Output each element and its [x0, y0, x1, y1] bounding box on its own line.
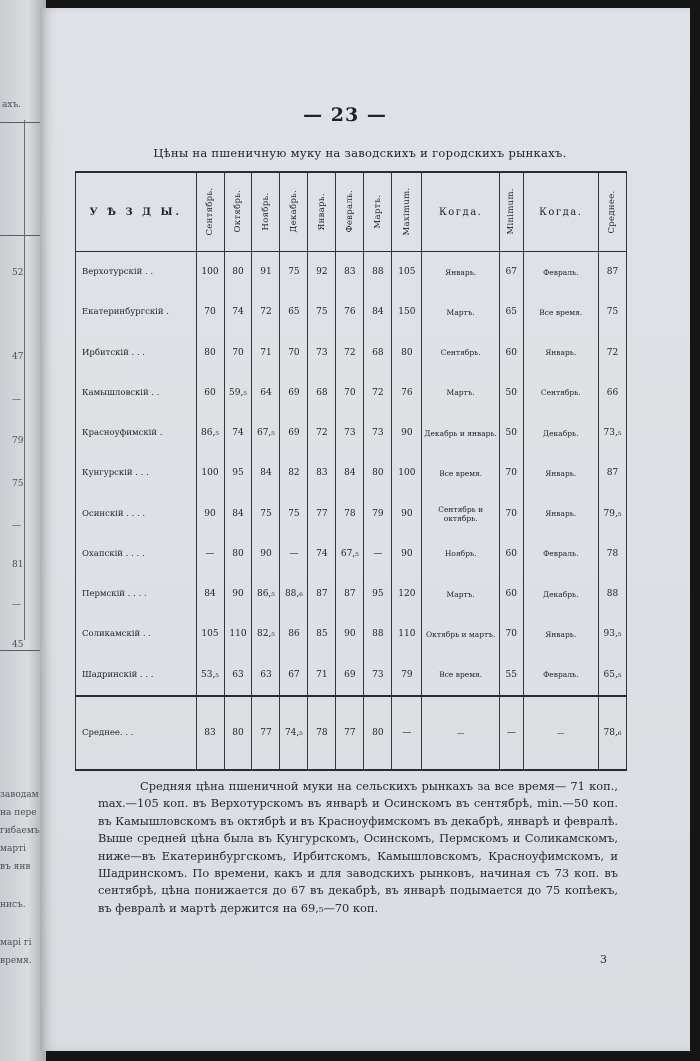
prev-page-fragment: марті — [0, 844, 26, 854]
min-cell: 70 — [499, 614, 523, 654]
average-cell: 66 — [598, 373, 626, 413]
prev-page-fragment: на пере — [0, 808, 37, 818]
month-price-cell: 80 — [364, 453, 392, 493]
when-max-cell: Сентябрь. — [422, 333, 499, 373]
max-cell: 90 — [392, 494, 422, 534]
min-cell: 50 — [499, 413, 523, 453]
when-max-cell: Октябрь и мартъ. — [422, 614, 499, 654]
prev-page-fragment: 47 — [12, 352, 24, 362]
when-max-cell: Все время. — [422, 655, 499, 696]
month-price-cell: 68 — [308, 373, 336, 413]
max-cell: 90 — [392, 534, 422, 574]
prev-page-fragment: 45 — [12, 640, 24, 650]
max-cell: — — [392, 696, 422, 770]
month-price-cell: — — [280, 534, 308, 574]
month-price-cell: 88,₆ — [280, 574, 308, 614]
uezd-name-cell: Красноуфимскій . — [76, 413, 197, 453]
month-price-cell: 70 — [196, 292, 224, 332]
month-price-cell: 77 — [308, 494, 336, 534]
month-price-cell: 86,₅ — [196, 413, 224, 453]
when-min-cell: Все время. — [523, 292, 598, 332]
month-price-cell: 86 — [280, 614, 308, 654]
min-cell: 50 — [499, 373, 523, 413]
month-price-cell: — — [196, 534, 224, 574]
month-price-cell: 87 — [336, 574, 364, 614]
average-cell: 75 — [598, 292, 626, 332]
month-price-cell: 80 — [364, 696, 392, 770]
max-cell: 80 — [392, 333, 422, 373]
average-cell: 79,₅ — [598, 494, 626, 534]
min-cell: 70 — [499, 453, 523, 493]
month-price-cell: 71 — [308, 655, 336, 696]
month-price-cell: 110 — [224, 614, 252, 654]
month-price-cell: 100 — [196, 453, 224, 493]
average-cell: 88 — [598, 574, 626, 614]
max-cell: 76 — [392, 373, 422, 413]
month-price-cell: 63 — [252, 655, 280, 696]
month-price-cell: 92 — [308, 252, 336, 293]
month-price-cell: 74 — [224, 413, 252, 453]
table-row — [76, 292, 627, 332]
prev-page-fragment: заводам — [0, 790, 39, 800]
month-price-cell: 87 — [308, 574, 336, 614]
month-price-cell: 63 — [224, 655, 252, 696]
month-price-cell: 84 — [252, 453, 280, 493]
month-price-cell: 70 — [336, 373, 364, 413]
max-cell: 79 — [392, 655, 422, 696]
uezd-name-cell: Среднее. . . — [76, 696, 197, 770]
table-row — [76, 373, 627, 413]
month-price-cell: 88 — [364, 252, 392, 293]
uezd-name-cell: Екатеринбургскій . — [76, 292, 197, 332]
prev-page-fragment: въ янв — [0, 862, 31, 872]
month-price-cell: 95 — [364, 574, 392, 614]
when-min-cell: Январь. — [523, 333, 598, 373]
table-row — [76, 494, 627, 534]
price-table — [75, 171, 627, 771]
month-price-cell: 73 — [364, 413, 392, 453]
header-when-max: Когда. — [422, 172, 499, 252]
month-price-cell: 84 — [224, 494, 252, 534]
signature-mark: 3 — [600, 953, 607, 966]
month-price-cell: 68 — [364, 333, 392, 373]
when-max-cell: Мартъ. — [422, 574, 499, 614]
header-maximum: Maximum. — [392, 172, 422, 252]
month-price-cell: 84 — [196, 574, 224, 614]
uezd-name-cell: Осинскій . . . . — [76, 494, 197, 534]
uezd-name-cell: Шадринскій . . . — [76, 655, 197, 696]
when-min-cell: Январь. — [523, 494, 598, 534]
month-price-cell: 70 — [280, 333, 308, 373]
table-row — [76, 453, 627, 493]
month-price-cell: 67,₅ — [252, 413, 280, 453]
table-row — [76, 655, 627, 696]
average-cell: 73,₅ — [598, 413, 626, 453]
prev-page-fragment: 79 — [12, 436, 24, 446]
average-cell: 78,₆ — [598, 696, 626, 770]
average-cell: 78 — [598, 534, 626, 574]
month-price-cell: 67 — [280, 655, 308, 696]
month-price-cell: 90 — [224, 574, 252, 614]
page-number: — 23 — — [303, 104, 387, 126]
when-max-cell: Мартъ. — [422, 292, 499, 332]
prev-page-fragment: 75 — [12, 479, 24, 489]
max-cell: 105 — [392, 252, 422, 293]
month-price-cell: 70 — [224, 333, 252, 373]
when-min-cell: Январь. — [523, 614, 598, 654]
body-paragraph — [98, 778, 618, 917]
month-price-cell: 72 — [364, 373, 392, 413]
month-price-cell: 90 — [252, 534, 280, 574]
table-row — [76, 534, 627, 574]
uezd-name-cell: Ирбитскій . . . — [76, 333, 197, 373]
month-price-cell: 72 — [252, 292, 280, 332]
header-month: Январь. — [308, 172, 336, 252]
table-row — [76, 252, 627, 293]
paragraph-text: Средняя цѣна пшеничной муки на сельскихъ рынкахъ за все время— 71 коп., max.—105 коп. въ Верхотурскомъ въ январѣ и Осинскомъ въ сентябрѣ, min.—50 коп. въ Камышловскомъ въ октябрѣ и въ Красноуфимскомъ въ декабрѣ, январѣ и февралѣ. Выше средней цѣна была въ Кунгурскомъ, Осинскомъ, Пермскомъ и Соликамскомъ, ниже—въ Екатеринбургскомъ, Ирбитскомъ, Камышловскомъ, Красноуфимскомъ, и Шадринскомъ. По времени, какъ и для заводскихъ рынковъ, начиная съ 73 коп. въ сентябрѣ, цѣна понижается до 67 въ декабрѣ, въ январѣ подымается до 75 копѣекъ, въ февралѣ и мартѣ держится на 69,₅—70 коп. — [98, 779, 618, 915]
month-price-cell: 74,₅ — [280, 696, 308, 770]
month-price-cell: 83 — [308, 453, 336, 493]
month-price-cell: 59,₅ — [224, 373, 252, 413]
uezd-name-cell: Пермскій . . . . — [76, 574, 197, 614]
month-price-cell: 75 — [280, 494, 308, 534]
month-price-cell: 80 — [224, 252, 252, 293]
when-max-cell: Сентябрь и октябрь. — [422, 494, 499, 534]
header-average: Среднее. — [598, 172, 626, 252]
prev-page-fragment: — — [12, 521, 21, 531]
month-price-cell: — — [364, 534, 392, 574]
month-price-cell: 90 — [336, 614, 364, 654]
average-cell: 87 — [598, 453, 626, 493]
when-min-cell: Февраль. — [523, 655, 598, 696]
header-month: Декабрь. — [280, 172, 308, 252]
uezd-name-cell: Кунгурскій . . . — [76, 453, 197, 493]
month-price-cell: 75 — [280, 252, 308, 293]
month-price-cell: 53,₅ — [196, 655, 224, 696]
month-price-cell: 73 — [308, 333, 336, 373]
when-max-cell: — — [422, 696, 499, 770]
when-max-cell: Январь. — [422, 252, 499, 293]
month-price-cell: 74 — [308, 534, 336, 574]
when-max-cell: Мартъ. — [422, 373, 499, 413]
header-uezdy: У Ѣ З Д Ы. — [76, 172, 197, 252]
header-month: Мартъ. — [364, 172, 392, 252]
max-cell: 120 — [392, 574, 422, 614]
uezd-name-cell: Верхотурскій . . — [76, 252, 197, 293]
header-when-min: Когда. — [523, 172, 598, 252]
month-price-cell: 64 — [252, 373, 280, 413]
month-price-cell: 65 — [280, 292, 308, 332]
min-cell: 60 — [499, 333, 523, 373]
min-cell: 55 — [499, 655, 523, 696]
month-price-cell: 74 — [224, 292, 252, 332]
month-price-cell: 69 — [280, 373, 308, 413]
when-min-cell: Январь. — [523, 453, 598, 493]
table-row — [76, 574, 627, 614]
month-price-cell: 69 — [280, 413, 308, 453]
month-price-cell: 85 — [308, 614, 336, 654]
header-month: Февраль. — [336, 172, 364, 252]
month-price-cell: 86,₅ — [252, 574, 280, 614]
month-price-cell: 71 — [252, 333, 280, 373]
month-price-cell: 69 — [336, 655, 364, 696]
month-price-cell: 75 — [252, 494, 280, 534]
prev-page-fragment: 52 — [12, 268, 24, 278]
month-price-cell: 67,₅ — [336, 534, 364, 574]
min-cell: 65 — [499, 292, 523, 332]
month-price-cell: 78 — [336, 494, 364, 534]
month-price-cell: 79 — [364, 494, 392, 534]
min-cell: 70 — [499, 494, 523, 534]
average-cell: 72 — [598, 333, 626, 373]
when-max-cell: Ноябрь. — [422, 534, 499, 574]
max-cell: 110 — [392, 614, 422, 654]
table-row — [76, 333, 627, 373]
table-title: Цѣны на пшеничную муку на заводскихъ и городскихъ рынкахъ. — [153, 146, 567, 160]
min-cell: — — [499, 696, 523, 770]
header-minimum: Minimum. — [499, 172, 523, 252]
when-min-cell: Февраль. — [523, 252, 598, 293]
when-max-cell: Декабрь и январь. — [422, 413, 499, 453]
month-price-cell: 88 — [364, 614, 392, 654]
when-min-cell: Декабрь. — [523, 413, 598, 453]
prev-page-fragment: марі гі — [0, 938, 32, 948]
month-price-cell: 60 — [196, 373, 224, 413]
month-price-cell: 90 — [196, 494, 224, 534]
min-cell: 60 — [499, 574, 523, 614]
month-price-cell: 73 — [364, 655, 392, 696]
prev-page-column-rule — [24, 120, 25, 640]
max-cell: 150 — [392, 292, 422, 332]
table-row — [76, 614, 627, 654]
average-cell: 87 — [598, 252, 626, 293]
uezd-name-cell: Камышловскій . . — [76, 373, 197, 413]
month-price-cell: 76 — [336, 292, 364, 332]
month-price-cell: 80 — [196, 333, 224, 373]
header-month: Ноябрь. — [252, 172, 280, 252]
uezd-name-cell: Охапскій . . . . — [76, 534, 197, 574]
prev-page-fragment: — — [12, 600, 21, 610]
month-price-cell: 82,₅ — [252, 614, 280, 654]
uezd-name-cell: Соликамскій . . — [76, 614, 197, 654]
month-price-cell: 95 — [224, 453, 252, 493]
prev-page-fragment: время. — [0, 956, 32, 966]
header-row — [76, 172, 627, 252]
table-body — [76, 252, 627, 771]
month-price-cell: 75 — [308, 292, 336, 332]
table-row — [76, 696, 627, 770]
prev-page-fragment: 81 — [12, 560, 24, 570]
month-price-cell: 73 — [336, 413, 364, 453]
month-price-cell: 80 — [224, 696, 252, 770]
month-price-cell: 72 — [308, 413, 336, 453]
when-min-cell: — — [523, 696, 598, 770]
month-price-cell: 72 — [336, 333, 364, 373]
month-price-cell: 105 — [196, 614, 224, 654]
header-month: Сентябрь. — [196, 172, 224, 252]
month-price-cell: 100 — [196, 252, 224, 293]
when-max-cell: Все время. — [422, 453, 499, 493]
month-price-cell: 82 — [280, 453, 308, 493]
month-price-cell: 84 — [336, 453, 364, 493]
average-cell: 65,₅ — [598, 655, 626, 696]
book-page — [40, 8, 690, 1051]
prev-page-fragment: гибаемъ — [0, 826, 40, 836]
month-price-cell: 77 — [336, 696, 364, 770]
prev-page-fragment: — — [12, 395, 21, 405]
max-cell: 100 — [392, 453, 422, 493]
table-row — [76, 413, 627, 453]
month-price-cell: 80 — [224, 534, 252, 574]
average-cell: 93,₅ — [598, 614, 626, 654]
max-cell: 90 — [392, 413, 422, 453]
min-cell: 60 — [499, 534, 523, 574]
prev-page-fragment: нисъ. — [0, 900, 26, 910]
month-price-cell: 77 — [252, 696, 280, 770]
month-price-cell: 83 — [336, 252, 364, 293]
when-min-cell: Декабрь. — [523, 574, 598, 614]
min-cell: 67 — [499, 252, 523, 293]
prev-page-fragment: ахъ. — [2, 100, 22, 110]
when-min-cell: Февраль. — [523, 534, 598, 574]
month-price-cell: 78 — [308, 696, 336, 770]
month-price-cell: 91 — [252, 252, 280, 293]
header-month: Октябрь. — [224, 172, 252, 252]
month-price-cell: 84 — [364, 292, 392, 332]
when-min-cell: Сентябрь. — [523, 373, 598, 413]
month-price-cell: 83 — [196, 696, 224, 770]
